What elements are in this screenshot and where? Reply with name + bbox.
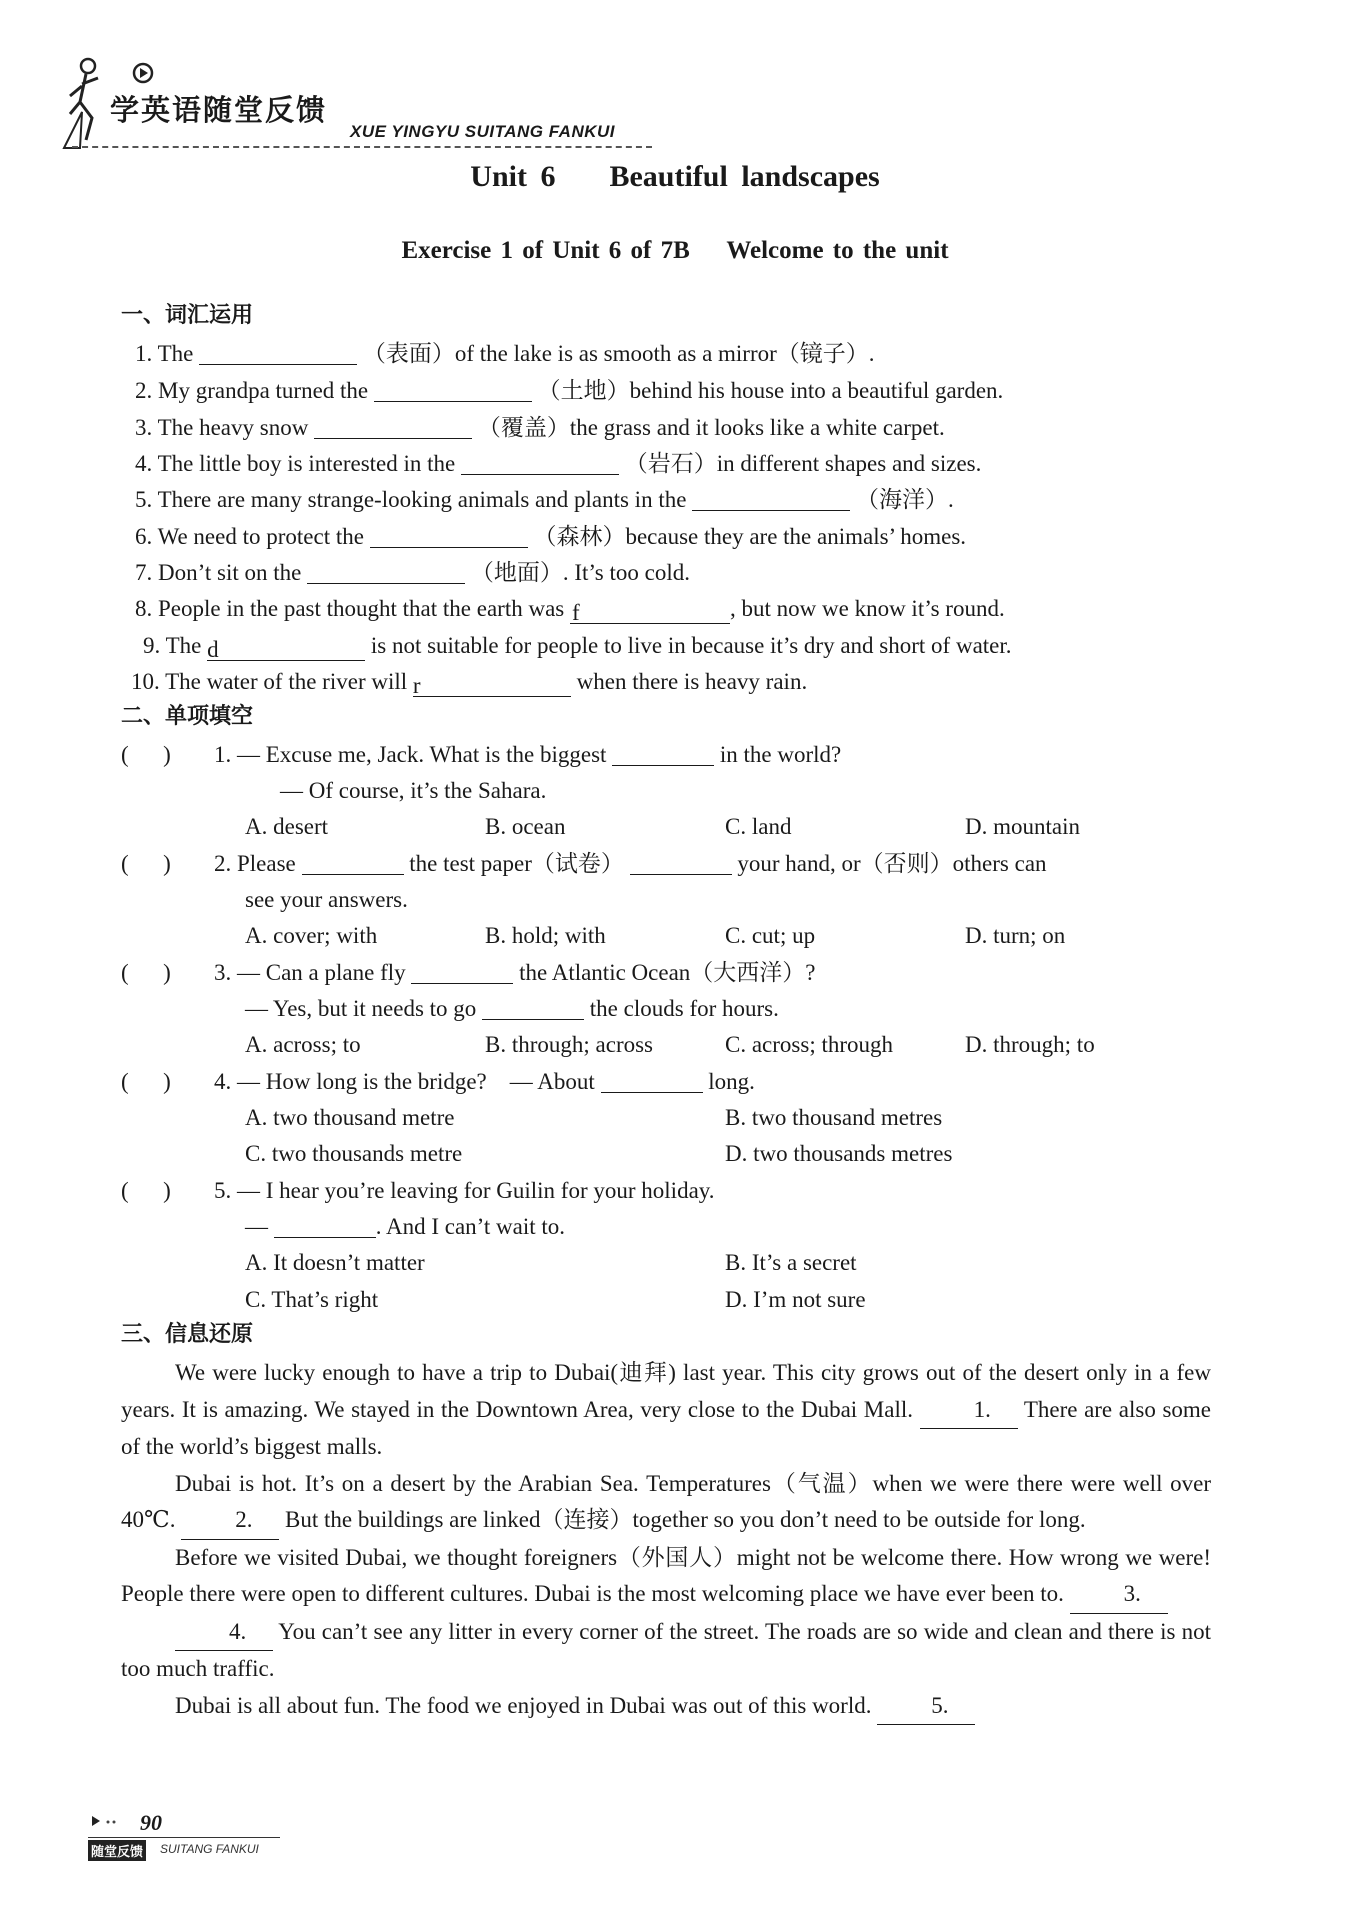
answer-blank[interactable]: d xyxy=(207,638,365,661)
passage-paragraph-4: 4. You can’t see any litter in every corner of the street. The roads are so wide and clean and there is not too much traffic. xyxy=(121,1614,1211,1688)
mcq-2-option-c[interactable]: C. cut; up xyxy=(725,923,816,948)
section1-heading: 一、词汇运用 xyxy=(121,303,254,328)
answer-blank[interactable]: r xyxy=(413,674,571,697)
answer-blank[interactable] xyxy=(601,1070,703,1093)
answer-blank[interactable]: 1. xyxy=(920,1392,1018,1430)
vocab-item-6: 6. We need to protect the （森林）because they are the animals’ homes. xyxy=(135,524,967,549)
section3-heading: 三、信息还原 xyxy=(121,1322,254,1347)
answer-paren[interactable]: ( ) xyxy=(121,1069,171,1094)
mcq-5-option-d[interactable]: D. I’m not sure xyxy=(725,1287,866,1312)
header-banner xyxy=(62,52,652,160)
section2-heading: 二、单项填空 xyxy=(121,704,254,729)
answer-paren[interactable]: ( ) xyxy=(121,1178,171,1203)
answer-blank[interactable] xyxy=(630,852,732,875)
passage-paragraph-1: We were lucky enough to have a trip to Dubai(迪拜) last year. This city grows out of the desert only in a few years. It is amazing. We stayed in the Downtown Area, very close to the Dubai Mall. 1. There are also some of the world’s biggest malls. xyxy=(121,1360,1211,1459)
answer-paren[interactable]: ( ) xyxy=(121,851,171,876)
answer-blank[interactable] xyxy=(314,416,472,439)
answer-blank[interactable] xyxy=(199,342,357,365)
mcq-1-reply: — Of course, it’s the Sahara. xyxy=(280,778,547,803)
answer-blank[interactable] xyxy=(482,997,584,1020)
mcq-5-reply: — . And I can’t wait to. xyxy=(245,1214,566,1239)
vocab-item-1: 1. The （表面）of the lake is as smooth as a mirror（镜子）. xyxy=(135,341,875,366)
unit-title: Unit 6 Beautiful landscapes xyxy=(470,160,880,193)
mcq-5-option-a[interactable]: A. It doesn’t matter xyxy=(245,1250,425,1275)
footer-label: 随堂反馈 xyxy=(88,1840,146,1861)
mcq-3-option-c[interactable]: C. across; through xyxy=(725,1032,894,1057)
mcq-5-option-c[interactable]: C. That’s right xyxy=(245,1287,379,1312)
header-divider xyxy=(72,146,652,148)
mcq-4-option-c[interactable]: C. two thousands metre xyxy=(245,1141,463,1166)
mcq-1-option-a[interactable]: A. desert xyxy=(245,814,329,839)
mcq-1-stem: 1. — Excuse me, Jack. What is the biggest in the world? xyxy=(214,742,842,767)
mcq-5-option-b[interactable]: B. It’s a secret xyxy=(725,1250,857,1275)
vocab-item-4: 4. The little boy is interested in the （岩石）in different shapes and sizes. xyxy=(135,451,982,476)
vocab-item-3: 3. The heavy snow （覆盖）the grass and it looks like a white carpet. xyxy=(135,415,945,440)
answer-paren[interactable]: ( ) xyxy=(121,742,171,767)
mcq-3-option-a[interactable]: A. across; to xyxy=(245,1032,361,1057)
header-subtitle: XUE YINGYU SUITANG FANKUI xyxy=(350,122,616,141)
answer-blank[interactable]: 3. xyxy=(1070,1576,1168,1614)
answer-blank[interactable]: 2. xyxy=(181,1502,279,1540)
answer-blank[interactable]: f xyxy=(570,601,730,624)
header-title: 学英语随堂反馈 xyxy=(110,93,328,127)
answer-blank[interactable] xyxy=(692,488,850,511)
mcq-2-stem: 2. Please the test paper（试卷） your hand, or（否则）others can xyxy=(214,851,1047,876)
footer-sublabel: SUITANG FANKUI xyxy=(160,1842,259,1856)
answer-blank[interactable] xyxy=(370,525,528,548)
vocab-item-8: 8. People in the past thought that the earth was f , but now we know it’s round. xyxy=(135,596,1005,625)
mcq-4-option-b[interactable]: B. two thousand metres xyxy=(725,1105,943,1130)
answer-blank[interactable]: 5. xyxy=(877,1688,975,1726)
vocab-item-2: 2. My grandpa turned the （土地）behind his house into a beautiful garden. xyxy=(135,378,1004,403)
mcq-3-option-d[interactable]: D. through; to xyxy=(965,1032,1095,1057)
reading-passage xyxy=(121,1355,1211,1725)
passage-paragraph-2: Dubai is hot. It’s on a desert by the Arabian Sea. Temperatures（气温）when we were there were well over 40℃. 2. But the buildings are linked（连接）together so you don’t need to be outside for long. xyxy=(121,1466,1211,1540)
vocab-item-9: 9. The d is not suitable for people to live in because it’s dry and short of water. xyxy=(143,633,1012,662)
answer-blank[interactable] xyxy=(302,852,404,875)
page-arrow-icon xyxy=(88,1810,128,1830)
mcq-2-option-b[interactable]: B. hold; with xyxy=(485,923,606,948)
mcq-4-stem: 4. — How long is the bridge? — About long. xyxy=(214,1069,755,1094)
page-number: 90 xyxy=(140,1810,162,1835)
answer-blank[interactable] xyxy=(307,561,465,584)
vocab-item-7: 7. Don’t sit on the （地面）. It’s too cold. xyxy=(135,560,690,585)
mcq-3-reply: — Yes, but it needs to go the clouds for hours. xyxy=(245,996,779,1021)
mcq-1-option-b[interactable]: B. ocean xyxy=(485,814,566,839)
mcq-3-stem: 3. — Can a plane fly the Atlantic Ocean（大西洋）? xyxy=(214,960,816,985)
answer-blank[interactable] xyxy=(274,1215,376,1238)
mcq-2-option-a[interactable]: A. cover; with xyxy=(245,923,378,948)
mcq-2-option-d[interactable]: D. turn; on xyxy=(965,923,1066,948)
mcq-2-stem-cont: see your answers. xyxy=(245,887,408,912)
mcq-4-option-d[interactable]: D. two thousands metres xyxy=(725,1141,953,1166)
mcq-1-option-d[interactable]: D. mountain xyxy=(965,814,1080,839)
mcq-5-stem: 5. — I hear you’re leaving for Guilin for your holiday. xyxy=(214,1178,715,1203)
exercise-title: Exercise 1 of Unit 6 of 7B Welcome to the unit xyxy=(401,237,949,264)
vocab-item-5: 5. There are many strange-looking animals and plants in the （海洋）. xyxy=(135,487,954,512)
mcq-3-option-b[interactable]: B. through; across xyxy=(485,1032,654,1057)
answer-blank[interactable] xyxy=(461,452,619,475)
footer-divider xyxy=(88,1837,280,1838)
passage-paragraph-5: Dubai is all about fun. The food we enjoyed in Dubai was out of this world. 5. xyxy=(121,1688,1211,1726)
answer-blank[interactable] xyxy=(374,379,532,402)
vocab-item-10: 10. The water of the river will r when there is heavy rain. xyxy=(131,669,808,698)
answer-blank[interactable] xyxy=(411,961,513,984)
mcq-4-option-a[interactable]: A. two thousand metre xyxy=(245,1105,455,1130)
play-icon xyxy=(132,62,154,84)
answer-paren[interactable]: ( ) xyxy=(121,960,171,985)
answer-blank[interactable]: 4. xyxy=(175,1614,273,1652)
answer-blank[interactable] xyxy=(612,743,714,766)
passage-paragraph-3: Before we visited Dubai, we thought foreigners（外国人）might not be welcome there. How wrong we were! People there were open to different cultures. Dubai is the most welcoming place we have ever been to. 3. xyxy=(121,1540,1211,1614)
mcq-1-option-c[interactable]: C. land xyxy=(725,814,792,839)
